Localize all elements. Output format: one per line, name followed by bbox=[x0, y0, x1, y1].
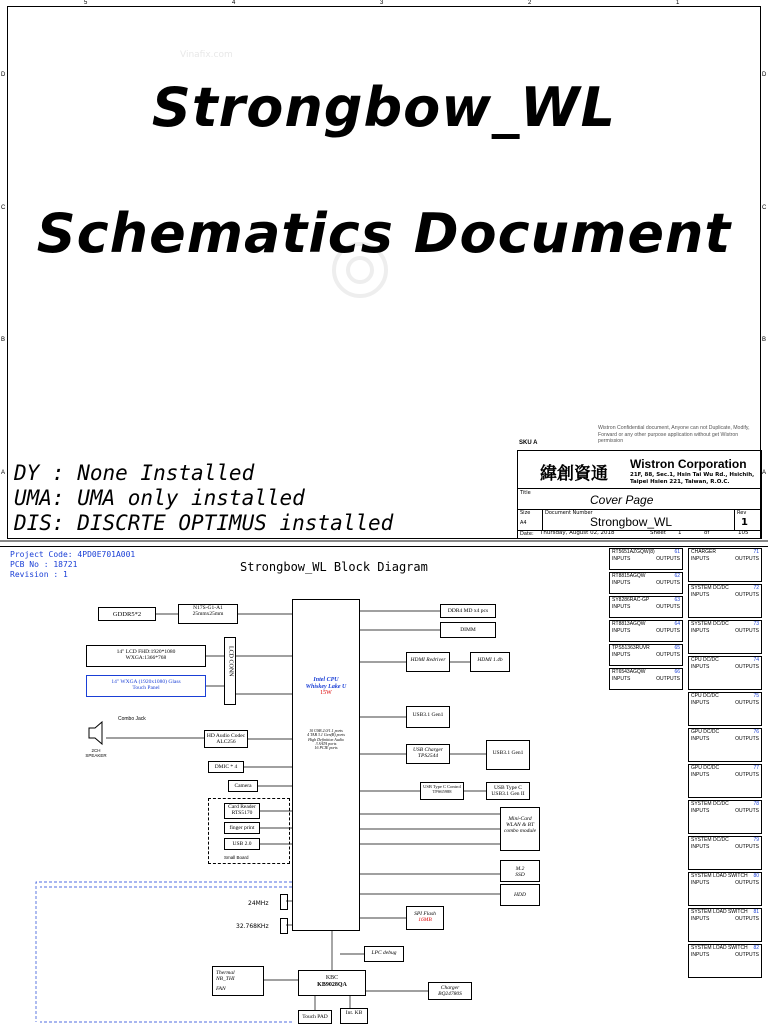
company-row bbox=[518, 451, 761, 489]
row-label: B bbox=[1, 337, 6, 343]
cpu-note: 10 USB 2.0/1.1 ports bbox=[309, 727, 343, 733]
date-row bbox=[518, 530, 761, 539]
power-table: SYSTEM LOAD SWITCH 81 INPUTS OUTPUTS bbox=[688, 908, 762, 942]
usb2-block: USB 2.0 bbox=[224, 838, 260, 850]
lcd-conn-block: LCD CONN bbox=[224, 637, 236, 705]
cpu-label: Intel CPU bbox=[313, 677, 339, 683]
touchpad-block: Touch PAD bbox=[298, 1010, 332, 1024]
row-label: A bbox=[1, 470, 6, 476]
thermal-fan-block: Thermal NB_THI FAN bbox=[212, 966, 264, 996]
hdmi-block: HDMI 1.4b bbox=[470, 652, 510, 672]
lcd-block: 14" LCD FHD:1920*1080 WXGA:1366*768 bbox=[86, 645, 206, 667]
charger-block: Charger BQ24780S bbox=[428, 982, 472, 1000]
diagram-heading: Strongbow_WL Block Diagram bbox=[240, 560, 428, 574]
project-code: Project Code: 4PD0E701A001 bbox=[10, 550, 136, 559]
title-label: Title bbox=[520, 490, 531, 496]
speaker-label: 2CH SPEAKER bbox=[85, 748, 107, 758]
usb31-b-block: USB3.1 Gen1 bbox=[486, 740, 530, 770]
title-row bbox=[518, 489, 761, 510]
hdd-block: HDD bbox=[500, 884, 540, 906]
cpu-note: 3 SATA ports bbox=[315, 740, 337, 746]
usb-charger-block: USB Charger TPS2544 bbox=[406, 744, 450, 764]
power-table-left bbox=[609, 548, 683, 692]
col-label: 3 bbox=[380, 0, 384, 6]
clock-24mhz: 24MHz bbox=[248, 900, 269, 907]
row-label: D bbox=[1, 72, 6, 78]
spi-flash-block: SPI Flash 16MB bbox=[406, 906, 444, 930]
cover-title-line1: Strongbow_WL bbox=[151, 76, 617, 139]
usb31-a-block: USB3.1 Gen1 bbox=[406, 706, 450, 728]
company-address-1: 21F, 88, Sec.1, Hsin Tai Wu Rd., Hsichih, bbox=[630, 472, 755, 478]
finger-print-block: finger print bbox=[224, 822, 260, 834]
docnum-value: Strongbow_WL bbox=[590, 515, 673, 529]
sku-label: SKU A bbox=[519, 440, 538, 446]
company-name: Wistron Corporation bbox=[630, 457, 747, 471]
ddr4-block: DDR4 MD x4 pcs bbox=[440, 604, 496, 618]
title-block bbox=[517, 450, 762, 539]
power-table: CHARGER 71 INPUTS OUTPUTS bbox=[688, 548, 762, 582]
gpu-block: N17S-G1-A1 25mmx25mm bbox=[178, 604, 238, 624]
power-table: RT8815AGQW 62 INPUTS OUTPUTS bbox=[609, 572, 683, 594]
m2-ssd-block: M.2 SSD bbox=[500, 860, 540, 882]
power-table: CPU DC/DC 75 INPUTS OUTPUTS bbox=[688, 692, 762, 726]
dmic-block: DMIC * 4 bbox=[208, 761, 244, 773]
confidential-note: Wistron Confidential document, Anyone can not Duplicate, Modify, Forward or any other purpose application without get Wistron permission bbox=[598, 425, 750, 444]
of-label: of bbox=[704, 530, 710, 536]
watermark: Vinafix.com bbox=[180, 50, 233, 60]
pcb-number: PCB No : 18721 bbox=[10, 560, 78, 569]
lpc-debug-block: LPC debug bbox=[364, 946, 404, 962]
clock-32khz: 32.768KHz bbox=[236, 923, 269, 930]
hdmi-redriver-block: HDMI Redriver bbox=[406, 652, 450, 672]
power-table: SYSTEM DC/DC 72 INPUTS OUTPUTS bbox=[688, 584, 762, 618]
legend-uma: UMA: UMA only installed bbox=[14, 486, 305, 510]
int-kb-block: Int. KB bbox=[340, 1008, 368, 1024]
col-label: 1 bbox=[676, 0, 680, 6]
cpu-tdp: 15W bbox=[320, 690, 332, 697]
col-label: 2 bbox=[528, 0, 532, 6]
docnum-label: Document Number bbox=[545, 510, 593, 516]
audio-codec-block: HD Audio Codec ALC256 bbox=[204, 730, 248, 748]
power-table: SYSTEM DC/DC 78 INPUTS OUTPUTS bbox=[688, 800, 762, 834]
typec-block: USB Type C USB3.1 Gen II bbox=[486, 782, 530, 800]
size-value: A4 bbox=[520, 520, 527, 526]
power-table-right bbox=[688, 548, 762, 980]
kbc-block: KBC KB9028QA bbox=[298, 970, 366, 996]
company-address-2: Taipei Hsien 221, Taiwan, R.O.C. bbox=[630, 479, 730, 485]
wxga-block: 14" WXGA (1920x1080) Glass Touch Panel bbox=[86, 675, 206, 697]
col-label: 4 bbox=[232, 0, 236, 6]
rev-label: Rev bbox=[737, 510, 747, 516]
of-value: 105 bbox=[738, 530, 749, 536]
sheet-value: 1 bbox=[678, 530, 682, 536]
power-table: GPU DC/DC 76 INPUTS OUTPUTS bbox=[688, 728, 762, 762]
power-table: SYSTEM LOAD SWITCH 82 INPUTS OUTPUTS bbox=[688, 944, 762, 978]
combo-jack-label: Combo Jack bbox=[118, 716, 146, 722]
row-label: C bbox=[1, 205, 6, 211]
docnum-row bbox=[518, 509, 761, 531]
sheet-label: Sheet bbox=[650, 530, 666, 536]
power-table: RT8813AGQW 64 INPUTS OUTPUTS bbox=[609, 620, 683, 642]
power-table: RT5651AZGQW(8) 61 INPUTS OUTPUTS bbox=[609, 548, 683, 570]
power-table: SYSTEM LOAD SWITCH 80 INPUTS OUTPUTS bbox=[688, 872, 762, 906]
col-label: 5 bbox=[84, 0, 88, 6]
date-value: Thursday, August 02, 2018 bbox=[540, 530, 615, 536]
power-table: RT6543AGQW 66 INPUTS OUTPUTS bbox=[609, 668, 683, 690]
gddr-block: GDDR5*2 bbox=[98, 607, 156, 621]
row-label: B bbox=[762, 337, 767, 343]
company-logo-cjk: 緯創資通 bbox=[540, 464, 608, 484]
power-table: SY8286RAC-GP 63 INPUTS OUTPUTS bbox=[609, 596, 683, 618]
size-label: Size bbox=[520, 510, 531, 516]
power-table: TPS51363RUVR 65 INPUTS OUTPUTS bbox=[609, 644, 683, 666]
cpu-note: High Definition Audio bbox=[308, 736, 344, 742]
small-board-label: Small Board bbox=[224, 855, 249, 860]
power-table: SYSTEM DC/DC 79 INPUTS OUTPUTS bbox=[688, 836, 762, 870]
title-value: Cover Page bbox=[590, 493, 654, 507]
row-label: D bbox=[762, 72, 767, 78]
block-diagram-page bbox=[0, 542, 768, 1024]
cover-title-line2: Schematics Document bbox=[36, 202, 732, 265]
minicard-block: Mini-Card WLAN & BT combo module bbox=[500, 807, 540, 851]
cpu-note: 16 PCIE ports bbox=[314, 745, 338, 751]
card-reader-block: Card Reader RTS5170 bbox=[224, 803, 260, 819]
typec-control-block: USB Type C Control TPS65988 bbox=[420, 782, 464, 800]
row-label: A bbox=[762, 470, 767, 476]
dimm-block: DIMM bbox=[440, 622, 496, 638]
power-table: SYSTEM DC/DC 73 INPUTS OUTPUTS bbox=[688, 620, 762, 654]
revision: Revision : 1 bbox=[10, 570, 68, 579]
legend-dis: DIS: DISCRTE OPTIMUS installed bbox=[14, 511, 394, 535]
cpu-note: 4 TAB 3.1 Gen(B) ports bbox=[307, 732, 345, 738]
rev-value: 1 bbox=[741, 517, 748, 528]
power-table: GPU DC/DC 77 INPUTS OUTPUTS bbox=[688, 764, 762, 798]
cpu-sub: Whiskey Lake U bbox=[305, 683, 347, 690]
row-label: C bbox=[762, 205, 767, 211]
power-table: CPU DC/DC 74 INPUTS OUTPUTS bbox=[688, 656, 762, 690]
date-label: Date: bbox=[520, 531, 534, 537]
camera-block: Camera bbox=[228, 780, 258, 792]
legend-dy: DY : None Installed bbox=[14, 461, 255, 485]
